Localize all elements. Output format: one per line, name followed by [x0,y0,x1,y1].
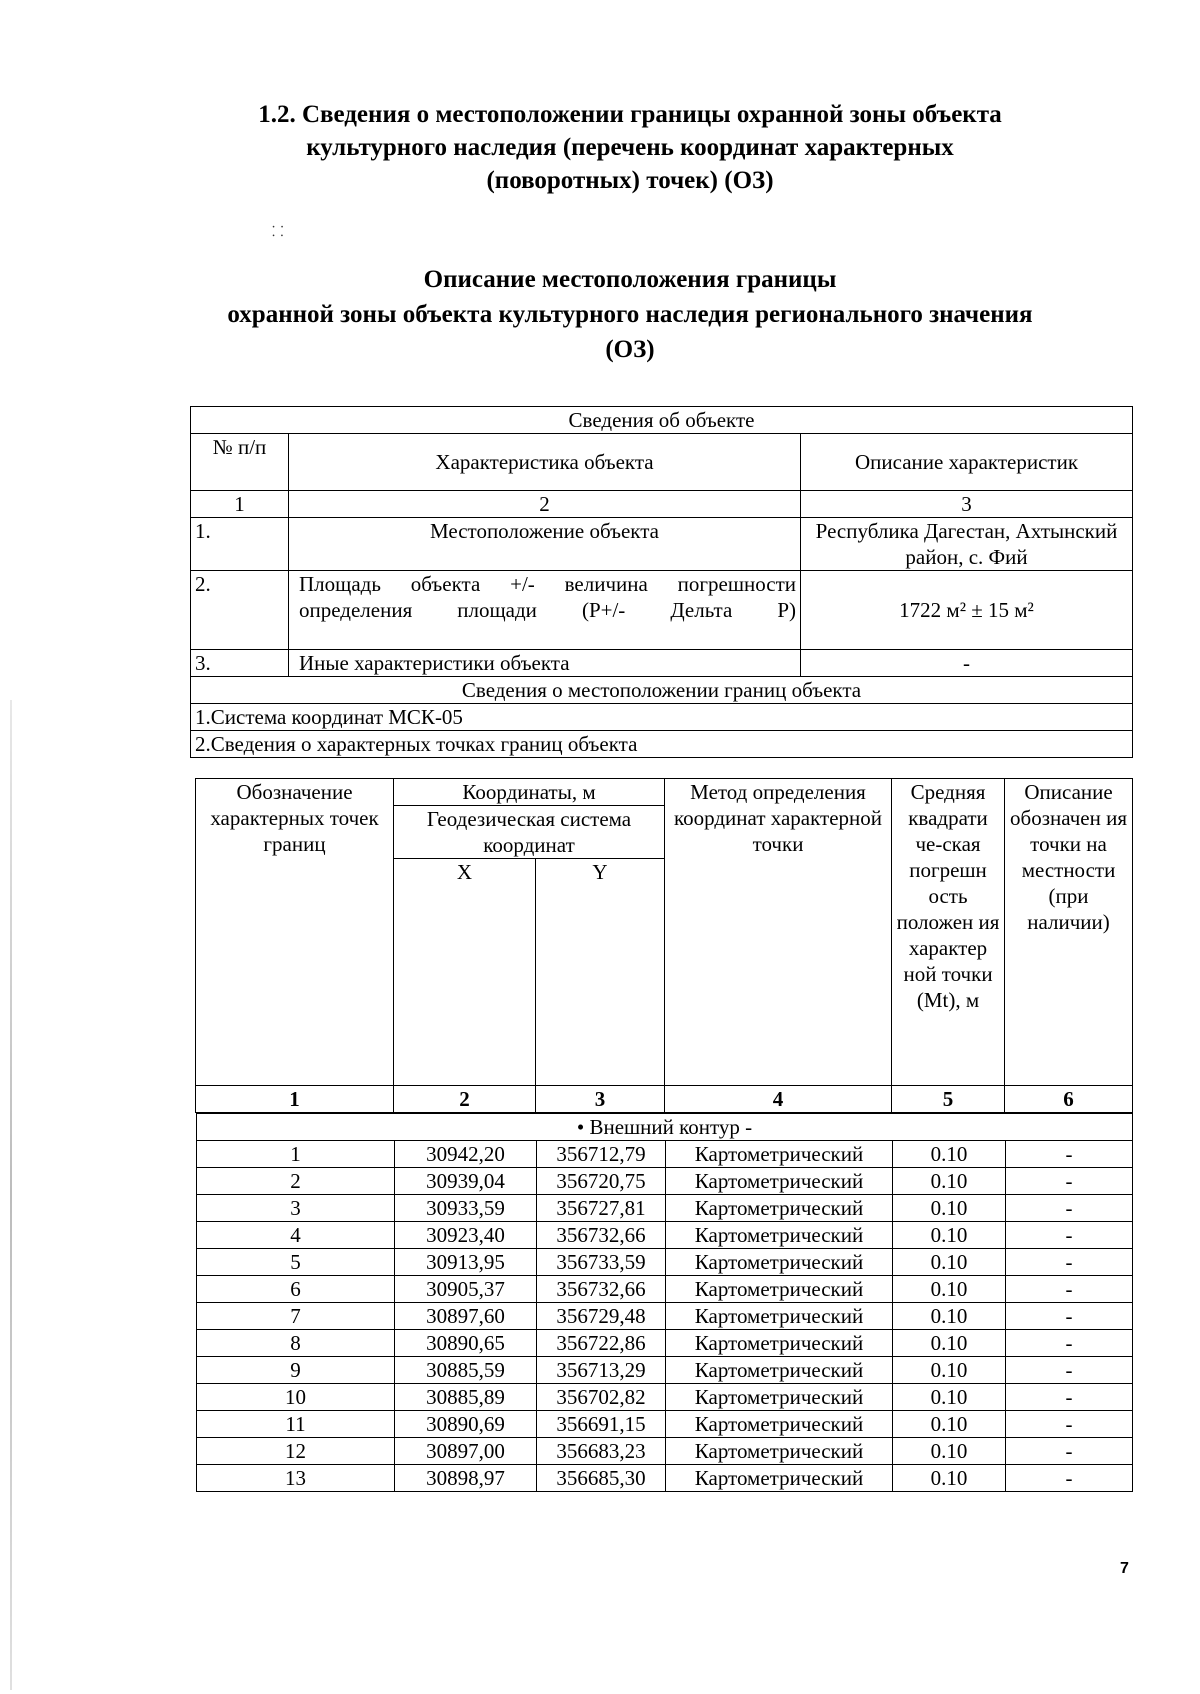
coordinate-x: 30913,95 [395,1249,537,1276]
determination-method: Картометрический [666,1141,893,1168]
section-title-line-3: (поворотных) точек) (ОЗ) [486,167,774,194]
coordinate-y: 356691,15 [537,1411,666,1438]
coordinate-x: 30933,59 [395,1195,537,1222]
table-row [197,1411,1133,1438]
points-data-table [196,1113,1133,1492]
row-description: Республика Дагестан, Ахтынский район, с. Фий [801,518,1133,571]
point-number: 7 [197,1303,395,1330]
table-row [197,1168,1133,1195]
determination-method: Картометрический [666,1384,893,1411]
point-description: - [1006,1411,1133,1438]
object-info-column-headers [191,434,1133,491]
column-index: 1 [196,1086,394,1113]
row-description: 1722 м² ± 15 м² [801,571,1133,650]
points-header-row [196,779,1133,806]
table-row [197,1141,1133,1168]
column-index: 3 [536,1086,665,1113]
table-row [191,518,1133,571]
point-description: - [1006,1141,1133,1168]
scan-speck: ⸬ [272,225,284,240]
determination-method: Картометрический [666,1195,893,1222]
points-info-row [191,731,1133,758]
section-title-line-2: культурного наследия (перечень координат характерных [306,134,954,161]
description-title [150,262,1110,367]
row-characteristic: Иные характеристики объекта [289,650,801,677]
column-index: 3 [801,491,1133,518]
column-index: 6 [1005,1086,1133,1113]
point-number: 5 [197,1249,395,1276]
description-title-line-3: (ОЗ) [605,336,655,363]
contour-label: • Внешний контур - [197,1114,1133,1141]
coordinate-x: 30897,60 [395,1303,537,1330]
coordinate-y: 356733,59 [537,1249,666,1276]
designation-header: Обозначение характерных точек границ [196,779,394,1086]
column-characteristic-header: Характеристика объекта [289,434,801,491]
coordinate-x: 30939,04 [395,1168,537,1195]
point-number: 13 [197,1465,395,1492]
table-row [197,1465,1133,1492]
point-description-header: Описание обозначен ия точки на местности (при наличии) [1005,779,1133,1086]
row-characteristic: Площадь объекта +/- величина погрешности определения площади (Р+/- Дельта Р) [289,571,801,650]
coordinate-x: 30923,40 [395,1222,537,1249]
coordinate-y: 356732,66 [537,1276,666,1303]
point-number: 9 [197,1357,395,1384]
method-header: Метод определения координат характерной точки [665,779,892,1086]
determination-method: Картометрический [666,1222,893,1249]
y-header: Y [536,859,665,1086]
coordinate-x: 30942,20 [395,1141,537,1168]
object-info-index-row [191,491,1133,518]
rms-error: 0.10 [893,1249,1006,1276]
table-row [197,1438,1133,1465]
object-info-table [190,406,1133,758]
point-description: - [1006,1168,1133,1195]
table-row [197,1384,1133,1411]
location-header: Сведения о местоположении границ объекта [191,677,1133,704]
coordinate-y: 356732,66 [537,1222,666,1249]
column-index: 2 [394,1086,536,1113]
point-number: 3 [197,1195,395,1222]
row-number: 3. [191,650,289,677]
coordinate-x: 30890,65 [395,1330,537,1357]
coordinate-system: 1.Система координат МСК-05 [191,704,1133,731]
point-description: - [1006,1330,1133,1357]
point-description: - [1006,1249,1133,1276]
rms-error: 0.10 [893,1141,1006,1168]
coordinate-x: 30905,37 [395,1276,537,1303]
section-title-line-1: 1.2. Сведения о местоположении границы охранной зоны объекта [258,101,1002,128]
rms-error: 0.10 [893,1303,1006,1330]
row-number: 1. [191,518,289,571]
coordinate-y: 356685,30 [537,1465,666,1492]
point-description: - [1006,1222,1133,1249]
rms-error: 0.10 [893,1411,1006,1438]
coordinate-x: 30885,59 [395,1357,537,1384]
location-header-row [191,677,1133,704]
rms-error-header: Средняя квадрати че-ская погрешн ость положен ия характер ной точки (Mt), м [892,779,1005,1086]
points-info: 2.Сведения о характерных точках границ объекта [191,731,1133,758]
points-header-table [195,778,1133,1113]
determination-method: Картометрический [666,1168,893,1195]
table-row [197,1357,1133,1384]
determination-method: Картометрический [666,1249,893,1276]
column-index: 5 [892,1086,1005,1113]
table-row [197,1249,1133,1276]
coordinate-y: 356722,86 [537,1330,666,1357]
column-number-header: № п/п [191,434,289,491]
rms-error: 0.10 [893,1276,1006,1303]
geodetic-system-header: Геодезическая система координат [394,806,665,859]
point-number: 2 [197,1168,395,1195]
object-info-header: Сведения об объекте [191,407,1133,434]
rms-error: 0.10 [893,1384,1006,1411]
coordinate-y: 356702,82 [537,1384,666,1411]
page-number: 7 [1120,1560,1129,1577]
rms-error: 0.10 [893,1222,1006,1249]
determination-method: Картометрический [666,1276,893,1303]
table-row [191,650,1133,677]
rms-error: 0.10 [893,1330,1006,1357]
table-row [197,1303,1133,1330]
rms-error: 0.10 [893,1438,1006,1465]
coordinate-x: 30890,69 [395,1411,537,1438]
coordinate-y: 356727,81 [537,1195,666,1222]
point-description: - [1006,1195,1133,1222]
row-description: - [801,650,1133,677]
point-description: - [1006,1276,1133,1303]
coordinate-x: 30897,00 [395,1438,537,1465]
determination-method: Картометрический [666,1357,893,1384]
coordinate-x: 30898,97 [395,1465,537,1492]
point-number: 4 [197,1222,395,1249]
coordinate-x: 30885,89 [395,1384,537,1411]
column-index: 2 [289,491,801,518]
description-title-line-1: Описание местоположения границы [423,266,837,293]
table-row [191,571,1133,650]
section-title [150,98,1110,197]
coordinate-y: 356720,75 [537,1168,666,1195]
table-row [197,1330,1133,1357]
rms-error: 0.10 [893,1465,1006,1492]
scan-edge-shadow [10,700,12,1690]
table-row [197,1195,1133,1222]
point-number: 11 [197,1411,395,1438]
row-characteristic: Местоположение объекта [289,518,801,571]
row-number: 2. [191,571,289,650]
coordinates-header: Координаты, м [394,779,665,806]
point-number: 1 [197,1141,395,1168]
point-number: 10 [197,1384,395,1411]
coord-system-row [191,704,1133,731]
column-description-header: Описание характеристик [801,434,1133,491]
determination-method: Картометрический [666,1330,893,1357]
rms-error: 0.10 [893,1357,1006,1384]
determination-method: Картометрический [666,1303,893,1330]
point-description: - [1006,1465,1133,1492]
column-index: 1 [191,491,289,518]
determination-method: Картометрический [666,1465,893,1492]
point-description: - [1006,1303,1133,1330]
determination-method: Картометрический [666,1411,893,1438]
point-description: - [1006,1357,1133,1384]
determination-method: Картометрический [666,1438,893,1465]
point-number: 8 [197,1330,395,1357]
point-description: - [1006,1384,1133,1411]
x-header: X [394,859,536,1086]
rms-error: 0.10 [893,1195,1006,1222]
contour-row [197,1114,1133,1141]
column-index: 4 [665,1086,892,1113]
table-row [197,1222,1133,1249]
coordinate-y: 356683,23 [537,1438,666,1465]
point-number: 6 [197,1276,395,1303]
points-index-row [196,1086,1133,1113]
coordinate-y: 356729,48 [537,1303,666,1330]
description-title-line-2: охранной зоны объекта культурного наследия регионального значения [227,301,1033,328]
coordinate-y: 356713,29 [537,1357,666,1384]
rms-error: 0.10 [893,1168,1006,1195]
table-row [197,1276,1133,1303]
point-number: 12 [197,1438,395,1465]
object-info-header-row [191,407,1133,434]
coordinate-y: 356712,79 [537,1141,666,1168]
point-description: - [1006,1438,1133,1465]
